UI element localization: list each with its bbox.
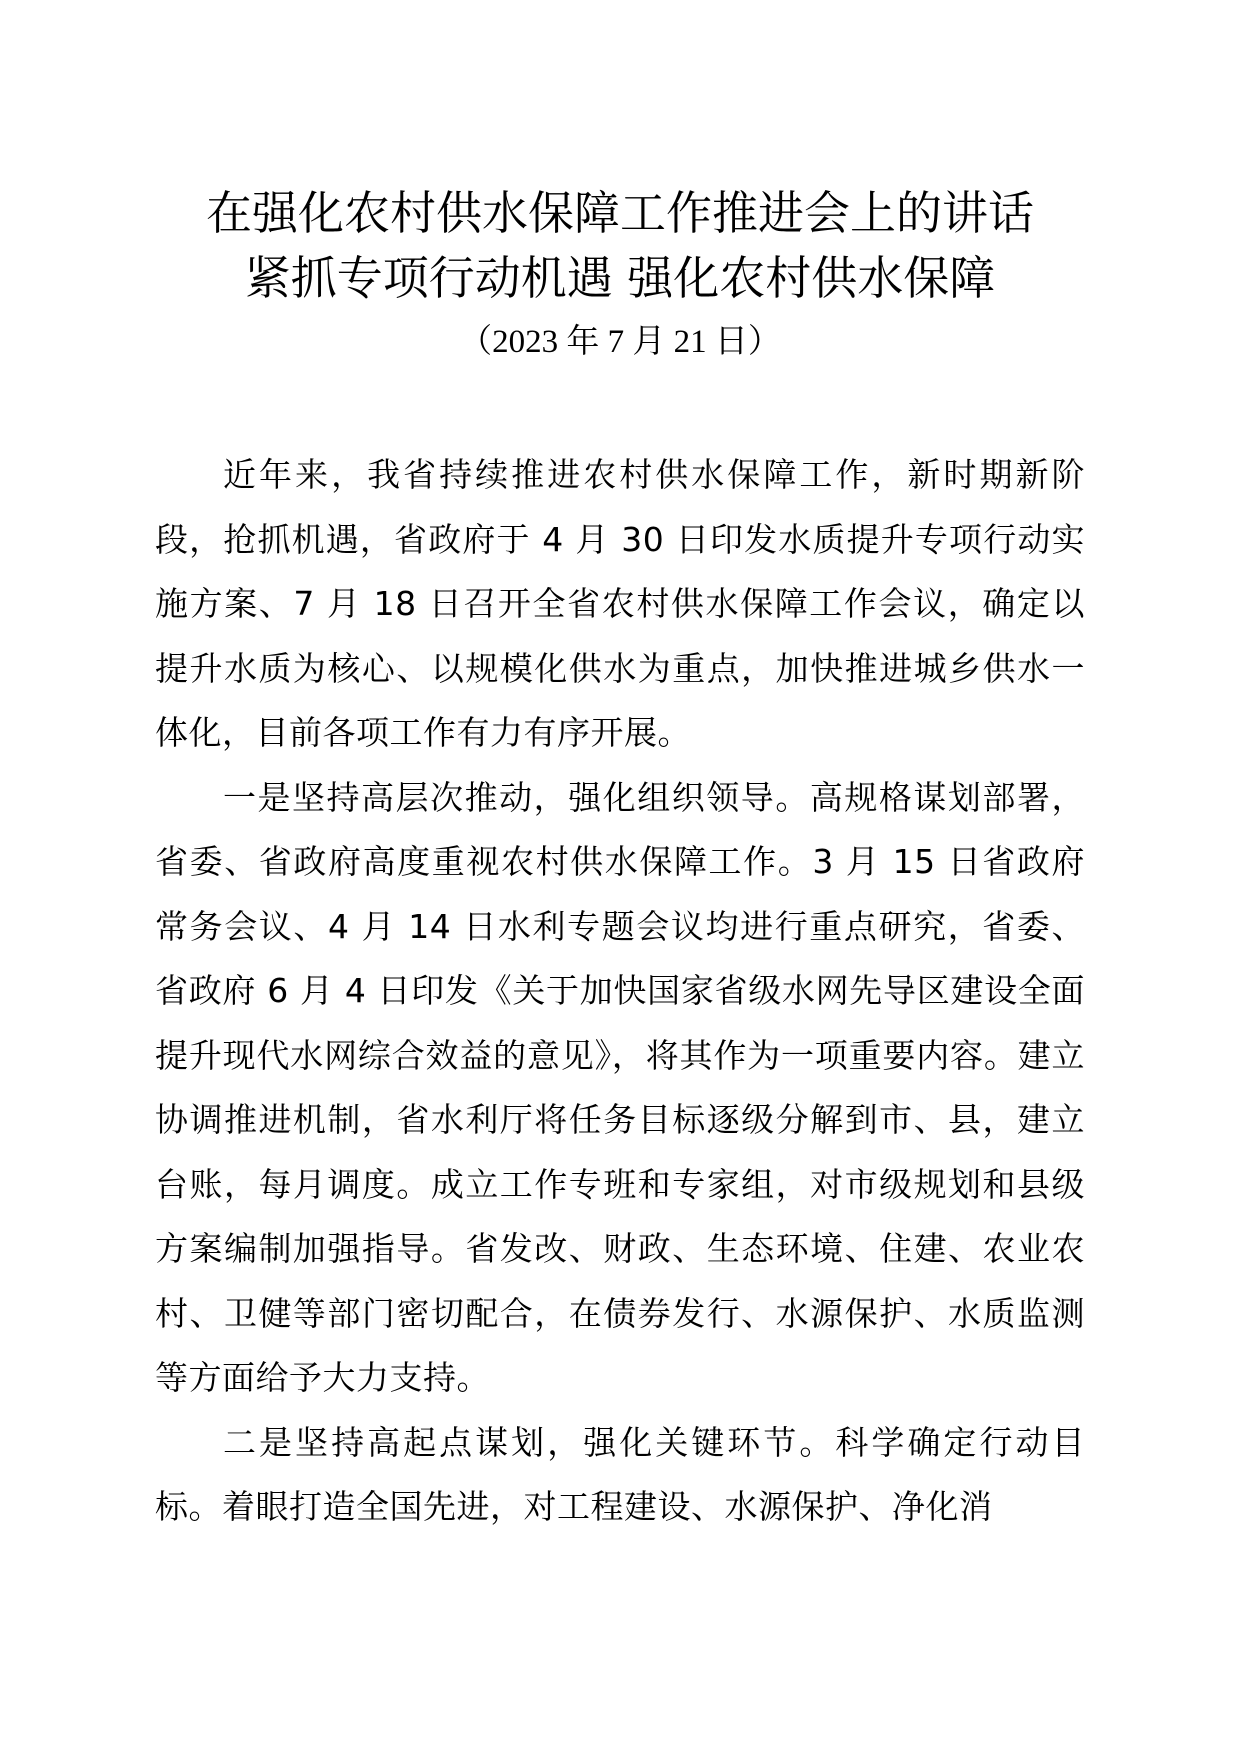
paragraph-point-one: 一是坚持高层次推动，强化组织领导。高规格谋划部署，省委、省政府高度重视农村供水保障工作。3 月 15 日省政府常务会议、4 月 14 日水利专题会议均进行重点研究，省委、省政府 6 月 4 日印发《关于加快国家省级水网先导区建设全面提升现代水网综合效益的意见》，将其作为一项重要内容。建立协调推进机制，省水利厅将任务目标逐级分解到市、县，建立台账，每月调度。成立工作专班和专家组，对市级规划和县级方案编制加强指导。省发改、财政、生态环境、住建、农业农村、卫健等部门密切配合，在债券发行、水源保护、水质监测等方面给予大力支持。 <box>155 777 1085 1397</box>
document-date: （2023 年 7 月 21 日） <box>459 324 781 360</box>
paragraph-intro: 近年来，我省持续推进农村供水保障工作，新时期新阶段，抢抓机遇，省政府于 4 月 30 日印发水质提升专项行动实施方案、7 月 18 日召开全省农村供水保障工作会议，确定以提升水质为核心、以规模化供水为重点，加快推进城乡供水一体化，目前各项工作有力有序开展。 <box>155 455 1085 752</box>
document-subtitle: 紧抓专项行动机遇 强化农村供水保障 <box>244 251 996 305</box>
document-body <box>155 443 1085 1540</box>
paragraph-point-two: 二是坚持高起点谋划，强化关键环节。科学确定行动目标。着眼打造全国先进，对工程建设、水源保护、净化消 <box>155 1422 1085 1526</box>
document-title: 在强化农村供水保障工作推进会上的讲话 <box>206 186 1034 240</box>
